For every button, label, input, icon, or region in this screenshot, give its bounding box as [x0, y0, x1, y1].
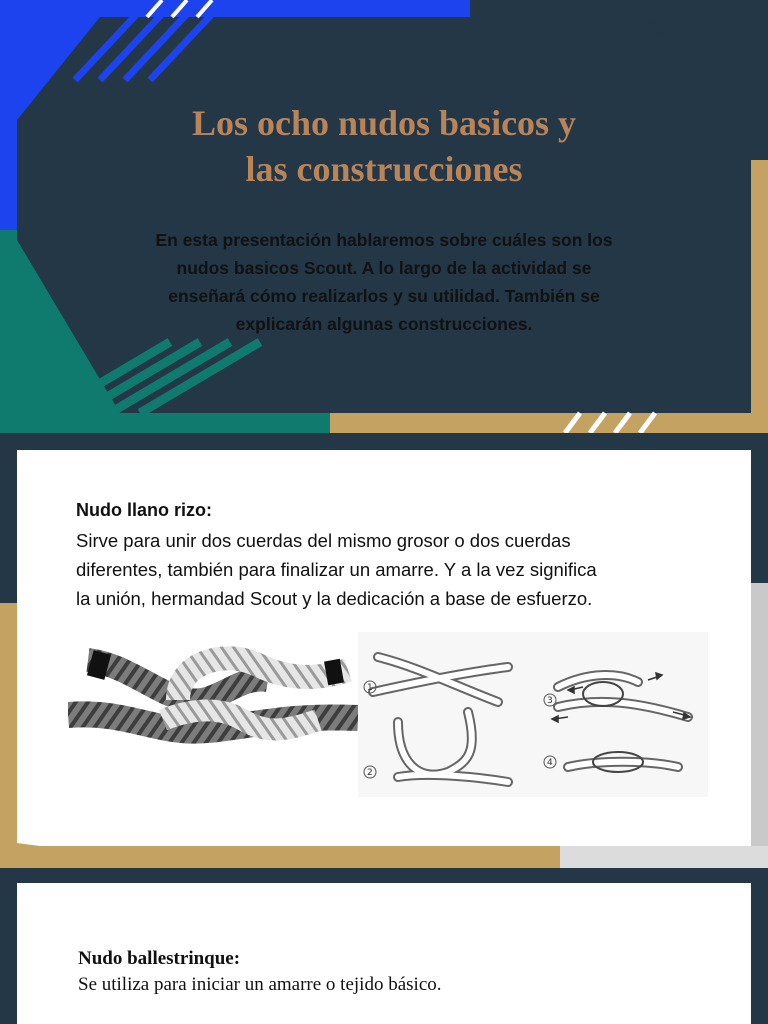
step-number: 3 — [547, 696, 553, 706]
intro-line: explicarán algunas construcciones. — [235, 314, 533, 334]
knot-description: Se utiliza para iniciar un amarre o tejido básico. — [78, 974, 442, 995]
page-title — [0, 100, 768, 192]
title-line-2: las construcciones — [245, 149, 523, 189]
slide1-card — [17, 17, 751, 413]
slide-clove-hitch — [0, 868, 768, 1024]
knot-heading: Nudo ballestrinque: — [78, 948, 241, 969]
square-knot-photo — [68, 640, 358, 780]
description-line: la unión, hermandad Scout y la dedicación a base de esfuerzo. — [76, 588, 593, 609]
intro-line: enseñará cómo realizarlos y su utilidad. También se — [168, 286, 600, 306]
step-number: 1 — [367, 683, 373, 693]
step-number: 4 — [547, 758, 553, 768]
description-line: Sirve para unir dos cuerdas del mismo grosor o dos cuerdas — [76, 530, 571, 551]
intro-paragraph — [110, 226, 658, 338]
step-number: 2 — [367, 768, 373, 778]
knot-steps-diagram — [358, 632, 708, 797]
title-line-1: Los ocho nudos basicos y — [191, 103, 577, 143]
knot-description — [76, 526, 716, 613]
description-line: diferentes, también para finalizar un amarre. Y a la vez significa — [76, 559, 597, 580]
slide-title — [0, 0, 768, 433]
intro-line: nudos basicos Scout. A lo largo de la actividad se — [176, 258, 592, 278]
intro-line: En esta presentación hablaremos sobre cuáles son los — [155, 230, 613, 250]
knot-heading: Nudo llano rizo: — [76, 500, 212, 520]
